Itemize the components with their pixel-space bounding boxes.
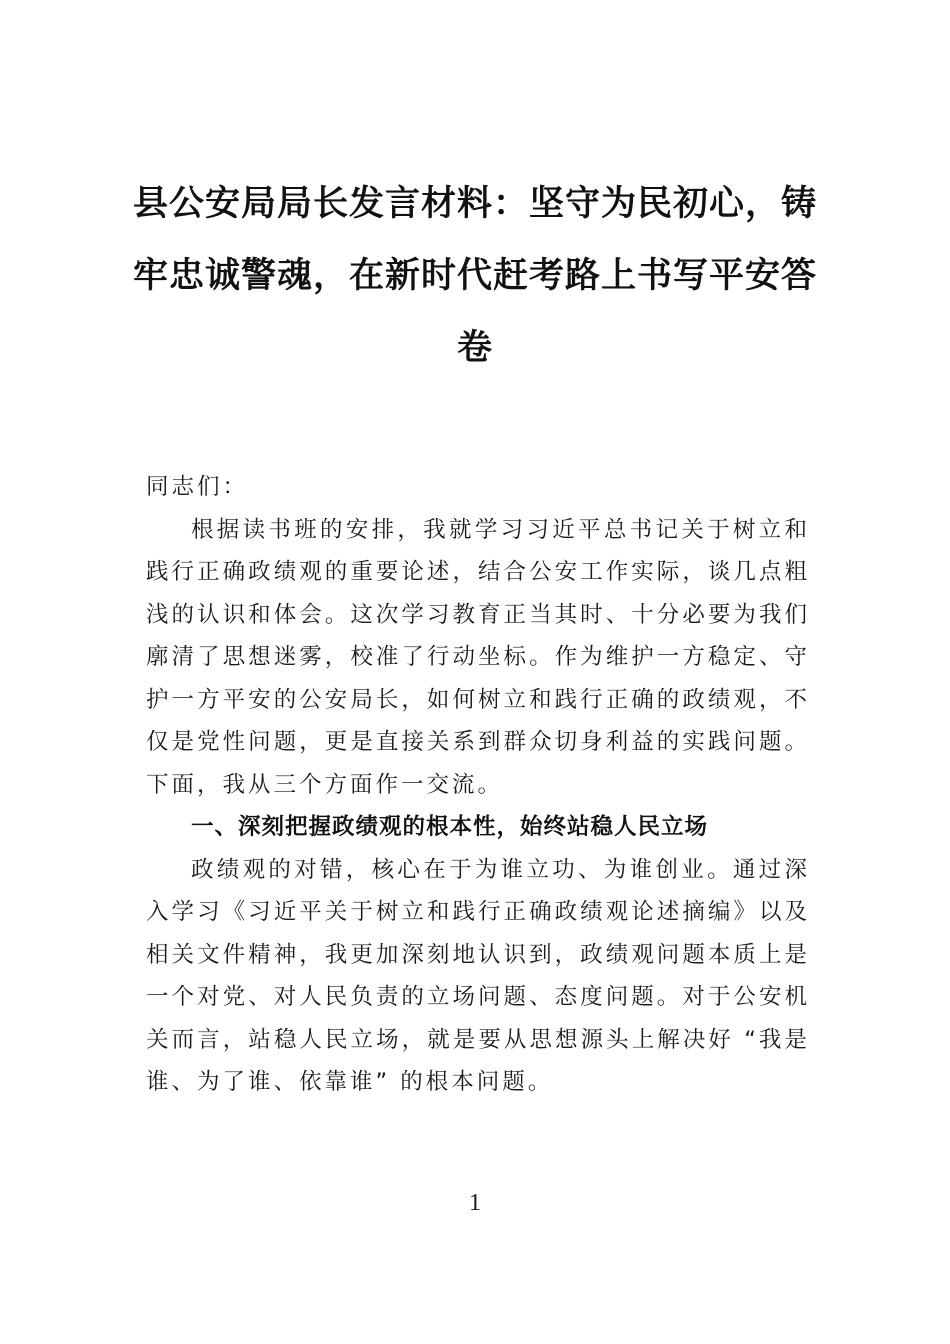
salutation: 同志们： <box>146 474 249 500</box>
section-heading: 一、深刻把握政绩观的根本性，始终站稳人民立场 <box>191 814 709 840</box>
page-number: 1 <box>469 1190 481 1216</box>
section-paragraph: 政绩观的对错，核心在于为谁立功、为谁创业。通过深入学习《习近平关于树立和践行正确政绩观论述摘编》以及相关文件精神，我更加深刻地认识到，政绩观问题本质上是一个对党、对人民负责的立场问题、态度问题。对于公安机关而言，站稳人民立场，就是要从思想源头上解决好 “我是谁、为了谁、依靠谁” 的根本问题。 <box>146 856 810 1095</box>
document-body <box>146 466 810 1104</box>
intro-paragraph: 根据读书班的安排，我就学习习近平总书记关于树立和践行正确政绩观的重要论述，结合公安工作实际，谈几点粗浅的认识和体会。这次学习教育正当其时、十分必要为我们廓清了思想迷雾，校准了行动坐标。作为维护一方稳定、守护一方平安的公安局长，如何树立和践行正确的政绩观，不仅是党性问题，更是直接关系到群众切身利益的实践问题。下面，我从三个方面作一交流。 <box>146 516 810 798</box>
document-title: 县公安局局长发言材料：坚守为民初心，铸牢忠诚警魂，在新时代赶考路上书写平安答卷 <box>132 183 817 368</box>
